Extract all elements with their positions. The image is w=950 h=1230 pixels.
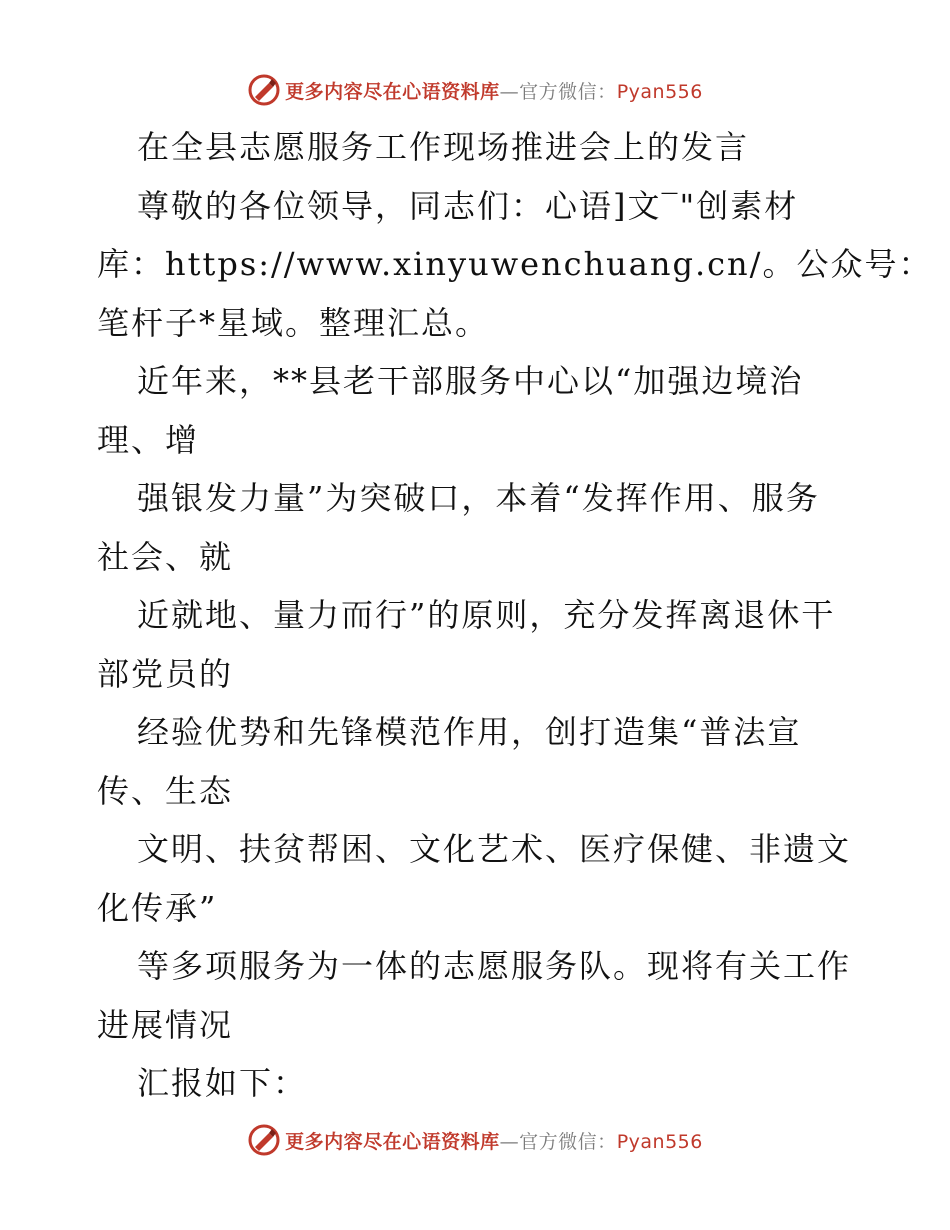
- logo-icon: [247, 73, 281, 107]
- text-line: 部党员的: [97, 654, 234, 693]
- text-line: 汇报如下：: [137, 1064, 308, 1102]
- text-line: 近年来，**县老干部服务中心以“加强边境治: [137, 362, 804, 400]
- text-line: 社会、就: [97, 537, 234, 576]
- footer-banner-title: 更多内容尽在心语资料库: [285, 1130, 500, 1153]
- footer-banner-text: [285, 1127, 703, 1154]
- text-line: 等多项服务为一体的志愿服务队。现将有关工作: [137, 947, 852, 985]
- header-banner: [0, 70, 950, 110]
- text-line: 库：https://www.xinyuwenchuang.cn/。公众号：: [97, 245, 933, 283]
- logo-icon: [247, 1123, 281, 1157]
- text-line: 笔杆子*星域。整理汇总。: [97, 303, 490, 342]
- text-line: 化传承”: [97, 888, 218, 927]
- text-line: 强银发力量”为突破口，本着“发挥作用、服务: [137, 479, 820, 517]
- header-banner-title: 更多内容尽在心语资料库: [285, 80, 500, 103]
- header-banner-text: [285, 77, 703, 104]
- text-line: 经验优势和先锋模范作用，创打造集“普法宣: [137, 713, 802, 751]
- document-body: [97, 118, 933, 1113]
- text-line: 传、生态: [97, 771, 234, 810]
- text-line: 进展情况: [97, 1005, 234, 1044]
- footer-banner: [0, 1120, 950, 1160]
- header-banner-wechat: Pyan556: [616, 80, 703, 103]
- footer-banner-label: —官方微信：: [499, 1130, 617, 1153]
- document-title: 在全县志愿服务工作现场推进会上的发言: [137, 128, 750, 166]
- text-line: 理、增: [97, 420, 200, 459]
- text-line: 近就地、量力而行”的原则，充分发挥离退休干: [137, 596, 836, 634]
- text-line: 尊敬的各位领导，同志们：心语]文‾"创素材: [137, 186, 799, 225]
- text-line: 文明、扶贫帮困、文化艺术、医疗保健、非遗文: [137, 830, 852, 868]
- header-banner-label: —官方微信：: [499, 80, 617, 103]
- footer-banner-wechat: Pyan556: [616, 1130, 703, 1153]
